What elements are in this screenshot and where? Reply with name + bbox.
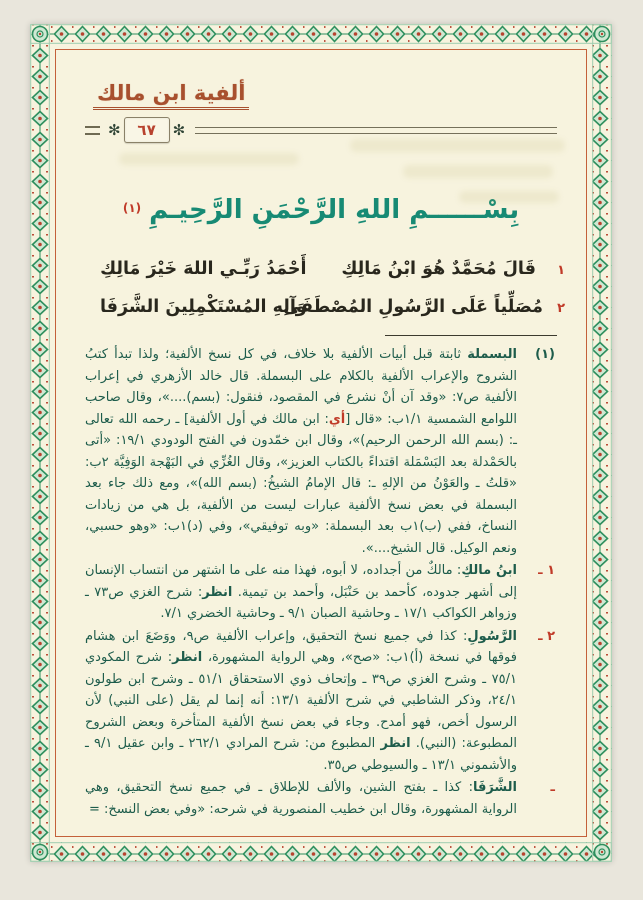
- hemistich-right: مُصَلِّياً عَلَى الرَّسُولِ المُصْطَفَى: [283, 297, 543, 317]
- basmala-text: بِسْــــــمِ اللهِ الرَّحْمَنِ الرَّحِيـمِ: [149, 195, 520, 225]
- corner-rosette-icon: [595, 27, 610, 42]
- book-page: [30, 24, 612, 862]
- finial-ornament-icon: ✻: [172, 120, 186, 139]
- page-number-box: [124, 117, 170, 143]
- corner-rosette-icon: [33, 27, 48, 42]
- footnote: [85, 626, 557, 777]
- bleedthrough-ghost: [403, 165, 553, 178]
- footnote: [85, 344, 557, 559]
- bleedthrough-ghost: [119, 153, 299, 165]
- hemistich-left: وَآلِهِ المُسْتَكْمِلِينَ الشَّرَفَا: [99, 297, 307, 317]
- page-content: [59, 53, 583, 833]
- footnote-marker: ـ: [550, 780, 555, 795]
- bleedthrough-ghost: [350, 139, 565, 152]
- footnote-text-segment: : شرح الغزي ص٧٣ ـ وزواهر الكواكب ١٧/١ ـ وحاشية الصبان ٩/١ ـ وحاشية الخضري ٧/١.: [85, 584, 517, 621]
- book-title: ألفية ابن مالك: [93, 81, 249, 110]
- footnote-body: [85, 347, 517, 556]
- hemistich-left: أَحْمَدُ رَبِّـي اللهَ خَيْرَ مَالِكِ: [100, 259, 307, 279]
- footnote: [85, 560, 557, 625]
- footnote: [85, 777, 557, 820]
- footnote-text-segment: : مالكٌ من أجداده، لا أبوه، فهذا منه على ما اشتهر من انتساب الإنسان إلى أشهر جدوده، كأحمد بن حَنْبَل، وأحمد بن تيمية.: [85, 563, 517, 600]
- footnote-text-segment: انظر: [202, 584, 233, 600]
- verse-number: ٢: [557, 301, 565, 316]
- footnote-body: [85, 563, 517, 621]
- footnote-text-segment: أي: [328, 411, 346, 427]
- footnote-text-segment: : شرح المكودي ٧٥/١ ـ وشرح الغزي ص٣٩ ـ وإتحاف ذوي الاستحقاق ٥١/١ ـ وشرح ابن طولون ٢٤/١، وذكر الشاطبي في شرح الألفية ١٣/١: أنه إنما لم يقل (على النبي) لأن الرسول أخص، فهو أمدح. وجاء في بعض نسخ الألفية المتأخرة وبعض الشروح المطبوعة: (النبي).: [85, 650, 518, 751]
- book-title-banner: [93, 81, 249, 105]
- footnote-marker: (١): [535, 347, 555, 362]
- footnote-marker: ٢ ـ: [538, 628, 555, 644]
- page-number: ٦٧: [137, 121, 156, 139]
- footnote-text-segment: انظر: [380, 736, 411, 751]
- footnote-text-segment: ثابتة قبل أبيات الألفية بلا خلاف، في كل نسخ الألفية؛ ولذا تبدأ كتبُ الشروح والإعراب الألفية بالكلام على البسملة. قال خالد الأزهري في إعراب الألفية ص٧: «وقد آن أنْ نشرع في المقصود، فنقول: (بسم)....»، وقال صاحب اللوامع الشمسية ١/١ب: «قال [: [85, 347, 517, 427]
- rule-end-mark: [85, 126, 100, 135]
- footnote-text-segment: ابنُ مالكِ: [461, 563, 518, 578]
- footnote-text-segment: : كذا ـ بفتح الشين، والألف للإطلاق ـ في جميع نسخ التحقيق، وهي الرواية المشهورة، وقال ابن خطيب المنصورية في شرحه: «وفي بعض النسخ: =: [85, 780, 517, 817]
- hemistich-right: قَالَ مُحَمَّدٌ هُوَ ابْنُ مَالِكِ: [341, 259, 536, 279]
- header-double-rule: [195, 127, 557, 134]
- page-header: [85, 59, 557, 139]
- footnotes-section: [85, 344, 557, 820]
- footnote-text-segment: : كذا في جميع نسخ التحقيق، وإعراب الألفية ص٩، ووَضَعَ ابن هشام فوقها في نسخة (أ)١ب: «صح»، وهي الرواية المشهورة،: [85, 628, 517, 665]
- footnote-text-segment: الرَّسُولِ: [467, 628, 517, 644]
- footnote-body: [85, 629, 517, 773]
- verse-number: ١: [557, 263, 565, 278]
- poem-block: [85, 259, 565, 317]
- verse-line: [99, 259, 565, 279]
- bleedthrough-ghost: [459, 191, 559, 203]
- footnote-text-segment: انظر: [172, 650, 203, 665]
- corner-rosette-icon: [33, 845, 48, 860]
- footnote-text-segment: الشَّرَفَا: [472, 780, 517, 795]
- footnote-text-segment: المطبوع من: شرح المرادي ٢٦٢/١ ـ وابن عقيل ٩/١ ـ والأشموني ١٣/١ ـ والسيوطي ص٣٥.: [85, 736, 517, 773]
- footnote-text-segment: : ابن مالك في أول الألفية] ـ رحمه الله تعالى ـ: (بسم الله الرحمن الرحيم)»، وقال ابن خمّدون في الفتح الودودي ١٩/١: «أتى بالحَمْدلة بعد البَسْمَلة اقتداءً بالكتاب العزيز»، وقال الغُزِّي في البَهْجة الوَفِيَّة ٢ب: «قلتُ ـ والعَوْنُ من الإلهِ ـ: قال الإمامُ الشيخُ: (بسم الله)»، ومع ذلك جاء بعد البسملة في بعض نسخ الألفية عبارات ليست من الألفية، بل هي من زيادات النساخ، ففي (ب)١ب بعد البسملة: «وبه توفيقي»، وفي (د)١ب: «وهو حسبي، ونعم الوكيل. قال الشيخ....».: [85, 411, 517, 556]
- basmala-footnote-ref: (١): [122, 200, 142, 215]
- corner-rosette-icon: [595, 845, 610, 860]
- footnote-text-segment: البسملة: [467, 347, 517, 362]
- verse-line: [99, 297, 565, 317]
- footnote-body: [85, 780, 517, 817]
- finial-ornament-icon: ✻: [108, 120, 121, 139]
- footnote-separator: [385, 335, 557, 336]
- footnote-marker: ١ ـ: [538, 563, 555, 578]
